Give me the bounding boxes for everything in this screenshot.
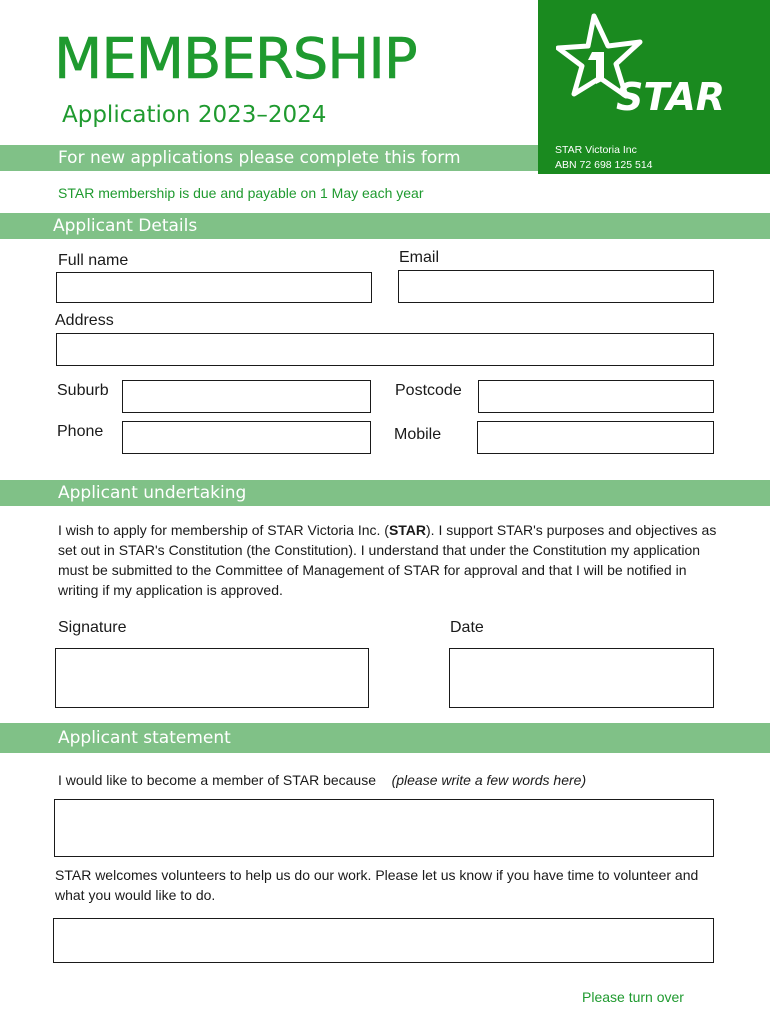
email-input[interactable] — [398, 270, 714, 303]
new-application-band — [0, 145, 538, 171]
volunteer-input[interactable] — [53, 918, 714, 963]
brand-org-info — [555, 143, 653, 173]
email-label: Email — [399, 249, 440, 266]
statement-hint: (please write a few words here) — [391, 772, 587, 788]
turn-over-note: Please turn over — [582, 989, 684, 1005]
logo-wordmark: STAR — [616, 75, 726, 117]
statement-prompt: I would like to become a member of STAR because (please write a few words here) — [58, 772, 587, 788]
signature-input[interactable] — [55, 648, 369, 708]
new-application-text: For new applications please complete this form — [58, 148, 461, 168]
section-title: Applicant statement — [58, 728, 231, 748]
due-note: STAR membership is due and payable on 1 May each year — [58, 185, 424, 201]
date-input[interactable] — [449, 648, 714, 708]
star-bold: STAR — [388, 522, 427, 538]
section-applicant-details — [0, 213, 770, 239]
star-logo — [556, 12, 731, 117]
full-name-label: Full name — [58, 252, 129, 269]
phone-input[interactable] — [122, 421, 371, 454]
mobile-input[interactable] — [477, 421, 714, 454]
address-input[interactable] — [56, 333, 714, 366]
section-applicant-statement — [0, 723, 770, 753]
section-title: Applicant undertaking — [58, 483, 247, 503]
section-applicant-undertaking — [0, 480, 770, 506]
statement-input[interactable] — [54, 799, 714, 857]
full-name-input[interactable] — [56, 272, 372, 303]
postcode-label: Postcode — [395, 382, 462, 399]
address-label: Address — [55, 312, 114, 329]
postcode-input[interactable] — [478, 380, 714, 413]
section-title: Applicant Details — [53, 216, 198, 236]
volunteer-text: STAR welcomes volunteers to help us do our work. Please let us know if you have time to volunteer and what you would like to do. — [55, 867, 699, 903]
suburb-label: Suburb — [57, 382, 109, 399]
phone-label: Phone — [57, 423, 104, 440]
mobile-label: Mobile — [394, 426, 442, 443]
brand-org: STAR Victoria Inc — [555, 144, 637, 156]
page-title: MEMBERSHIP — [54, 27, 417, 92]
brand-abn: ABN 72 698 125 514 — [555, 159, 653, 171]
signature-label: Signature — [58, 619, 127, 636]
undertaking-text: I wish to apply for membership of STAR Victoria Inc. (STAR). I support STAR's purposes and objectives as set out in STAR's Constitution (the Constitution). I understand that under the Constitution my application must be submitted to the Committee of Management of STAR for approval and that I will be notified in writing if my application is approved. — [58, 522, 717, 598]
suburb-input[interactable] — [122, 380, 371, 413]
date-label: Date — [450, 619, 484, 636]
page-subtitle: Application 2023–2024 — [62, 102, 327, 128]
